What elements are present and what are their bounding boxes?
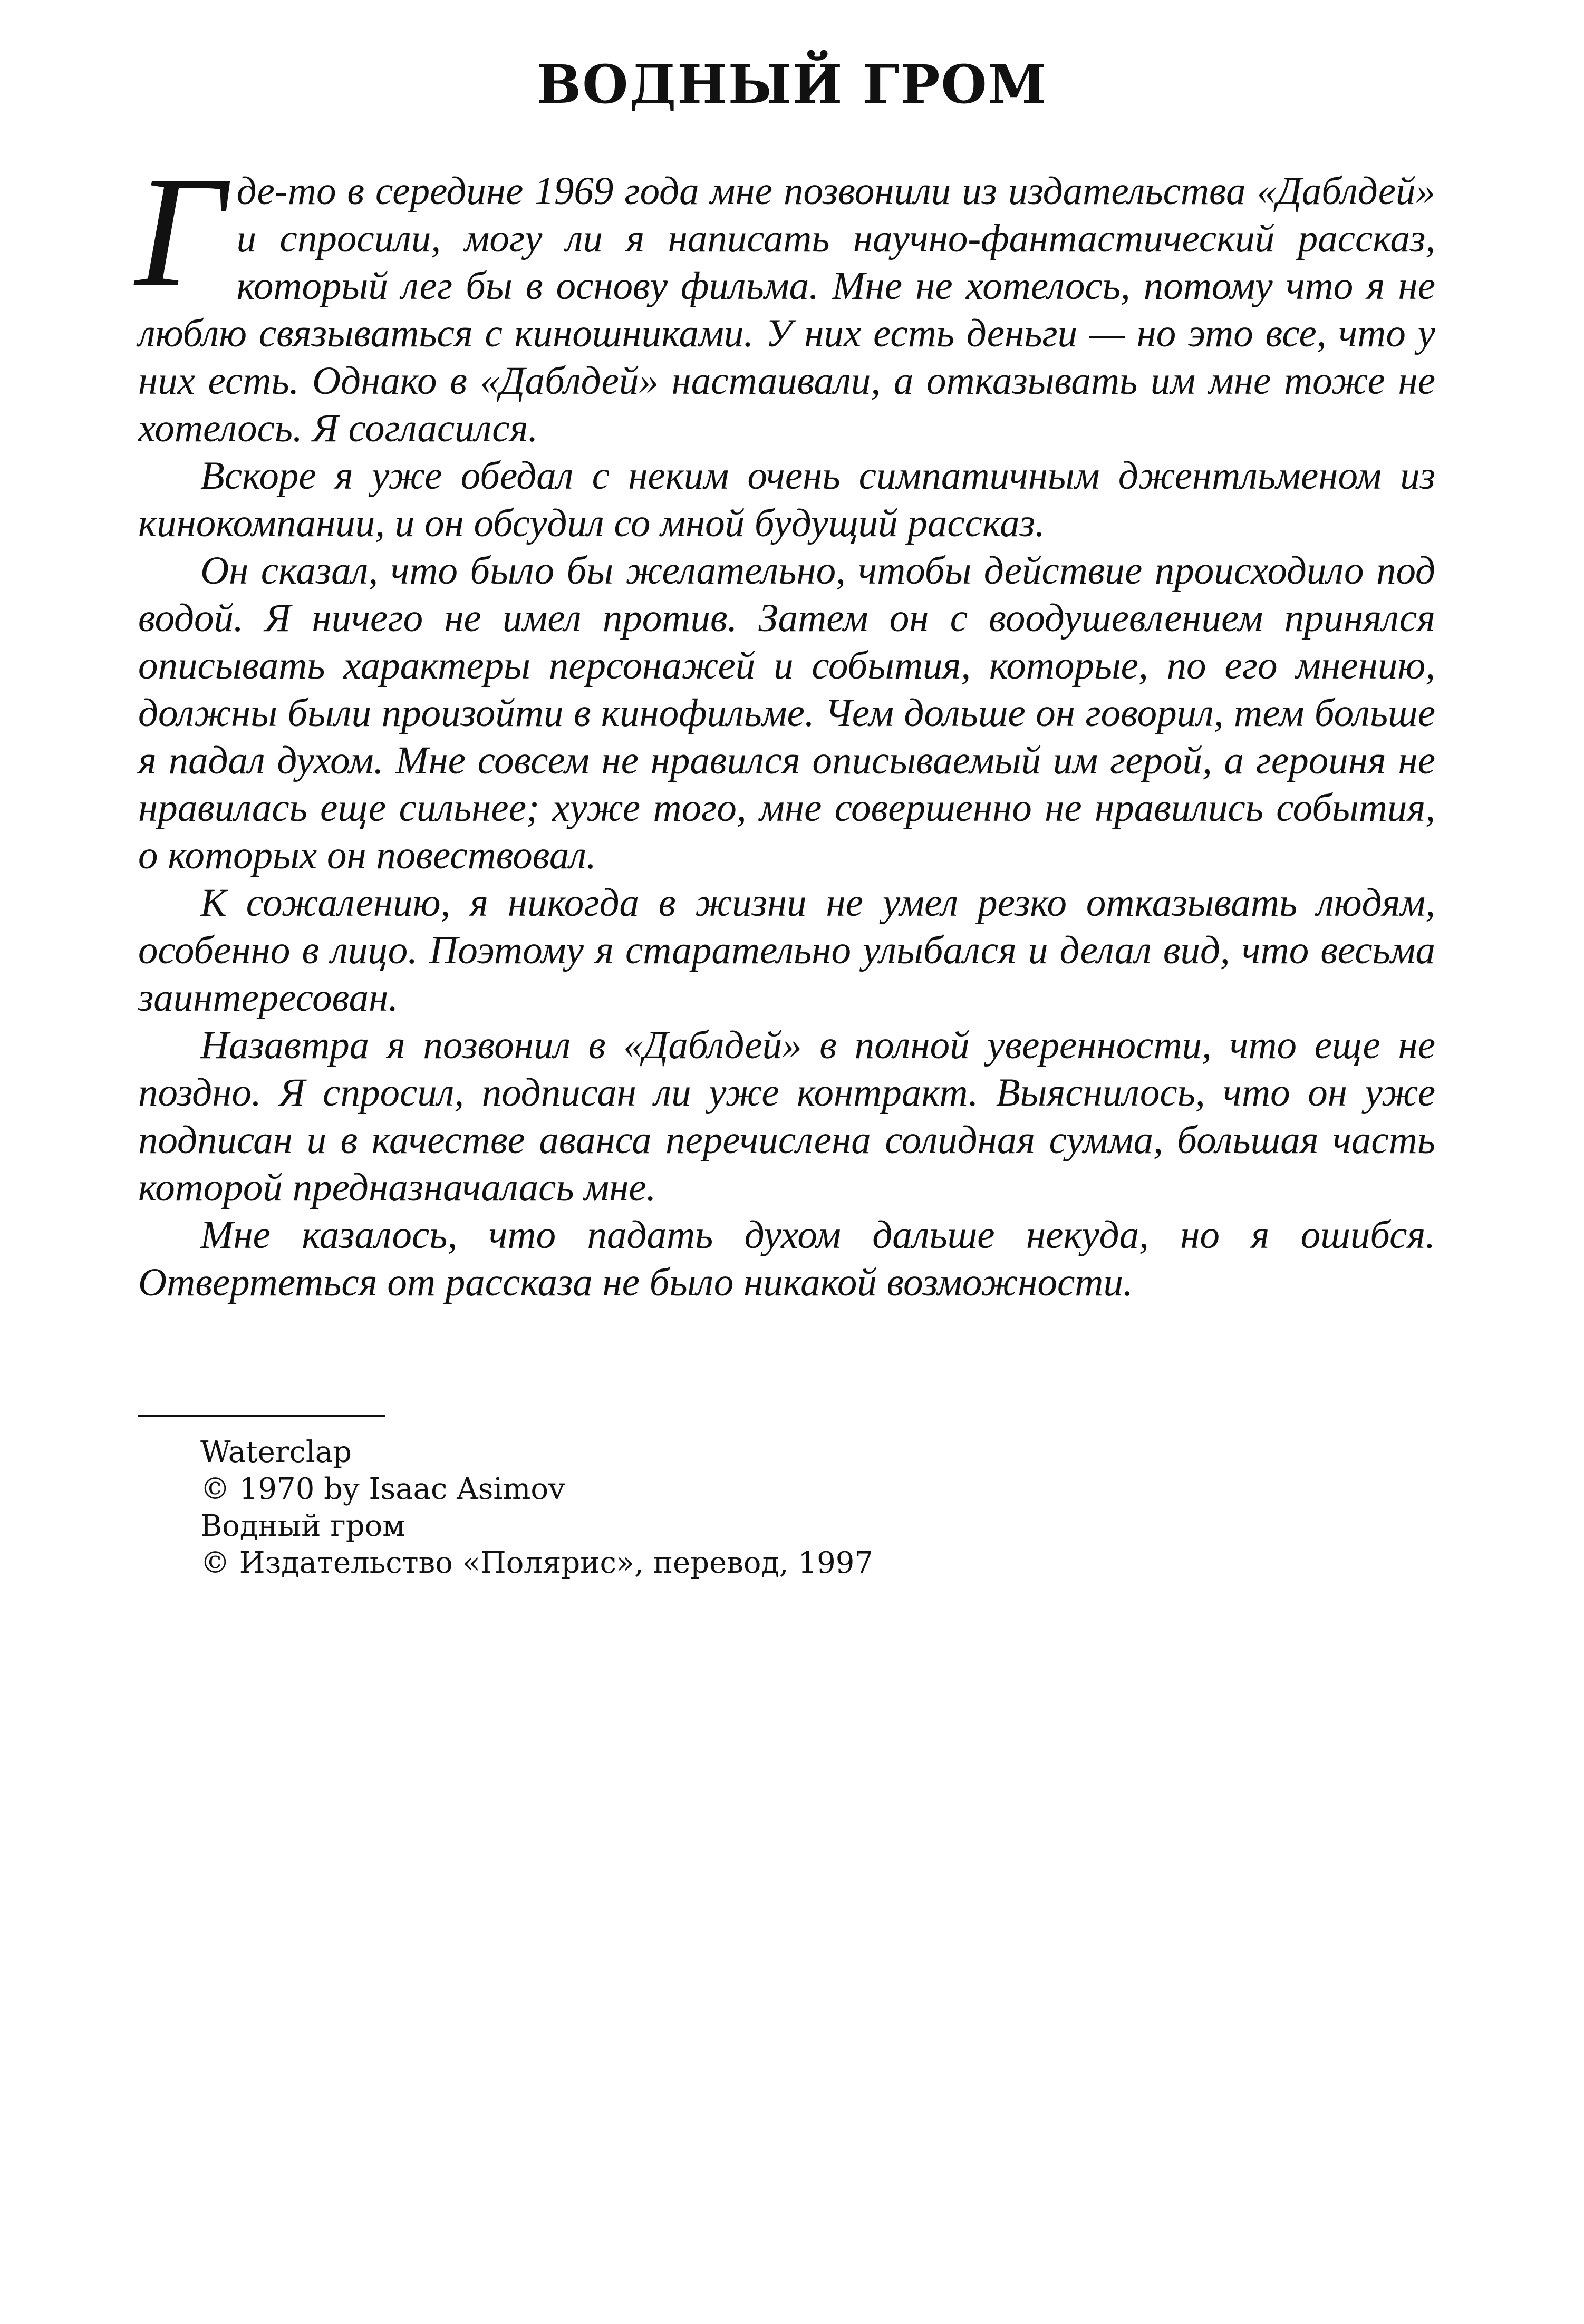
paragraph-1 — [135, 144, 1435, 452]
paragraph-4: К сожалению, я никогда в жизни не умел резко отказывать людям, особенно в лицо. Поэтому я старательно улыбался и делал вид, что весьма заинтересован. — [138, 881, 1435, 1020]
footnote-divider — [138, 1415, 385, 1417]
drop-cap: Г — [135, 144, 225, 319]
copyright-block — [200, 1434, 873, 1582]
paragraph-3: Он сказал, что было бы желательно, чтобы действие происходило под водой. Я ничего не имел против. Затем он с воодушевлением принялся описывать характеры персонажей и события, которые, по его мнению, должны были произойти в кинофильме. Чем дольше он говорил, тем больше я падал духом. Мне совсем не нравился описываемый им герой, а героиня не нравилась еще сильнее; хуже того, мне совершенно не нравились события, о которых он повествовал. — [138, 549, 1435, 877]
paragraph-2: Вскоре я уже обедал с неким очень симпатичным джентльменом из кинокомпании, и он обсудил со мной будущий рассказ. — [138, 454, 1435, 545]
original-title: Waterclap — [200, 1435, 352, 1469]
translated-title: Водный гром — [200, 1509, 405, 1543]
page-title: ВОДНЫЙ ГРОМ — [536, 53, 1048, 115]
paragraph-1-text: де-то в середине 1969 года мне позвонили из издательства «Даблдей» и спросили, могу ли я написать научно-фантастический рассказ, который лег бы в основу фильма. Мне не хотелось, потому что я не люблю связываться с киношниками. У них есть деньги — но это все, что у них есть. Однако в «Даблдей» настаивали, а отказывать им мне тоже не хотелось. Я согласился. — [138, 169, 1435, 450]
paragraph-6: Мне казалось, что падать духом дальше некуда, но я ошибся. Отвертеться от рассказа не было никакой возможности. — [138, 1213, 1435, 1304]
original-copyright: © 1970 by Isaac Asimov — [200, 1472, 565, 1506]
paragraph-5: Назавтра я позвонил в «Даблдей» в полной уверенности, что еще не поздно. Я спросил, подписан ли уже контракт. Выяснилось, что он уже подписан и в качестве аванса перечислена солидная сумма, большая часть которой предназначалась мне. — [138, 1023, 1435, 1209]
story-text — [135, 144, 1435, 1306]
translation-copyright: © Издательство «Полярис», перевод, 1997 — [200, 1546, 874, 1580]
